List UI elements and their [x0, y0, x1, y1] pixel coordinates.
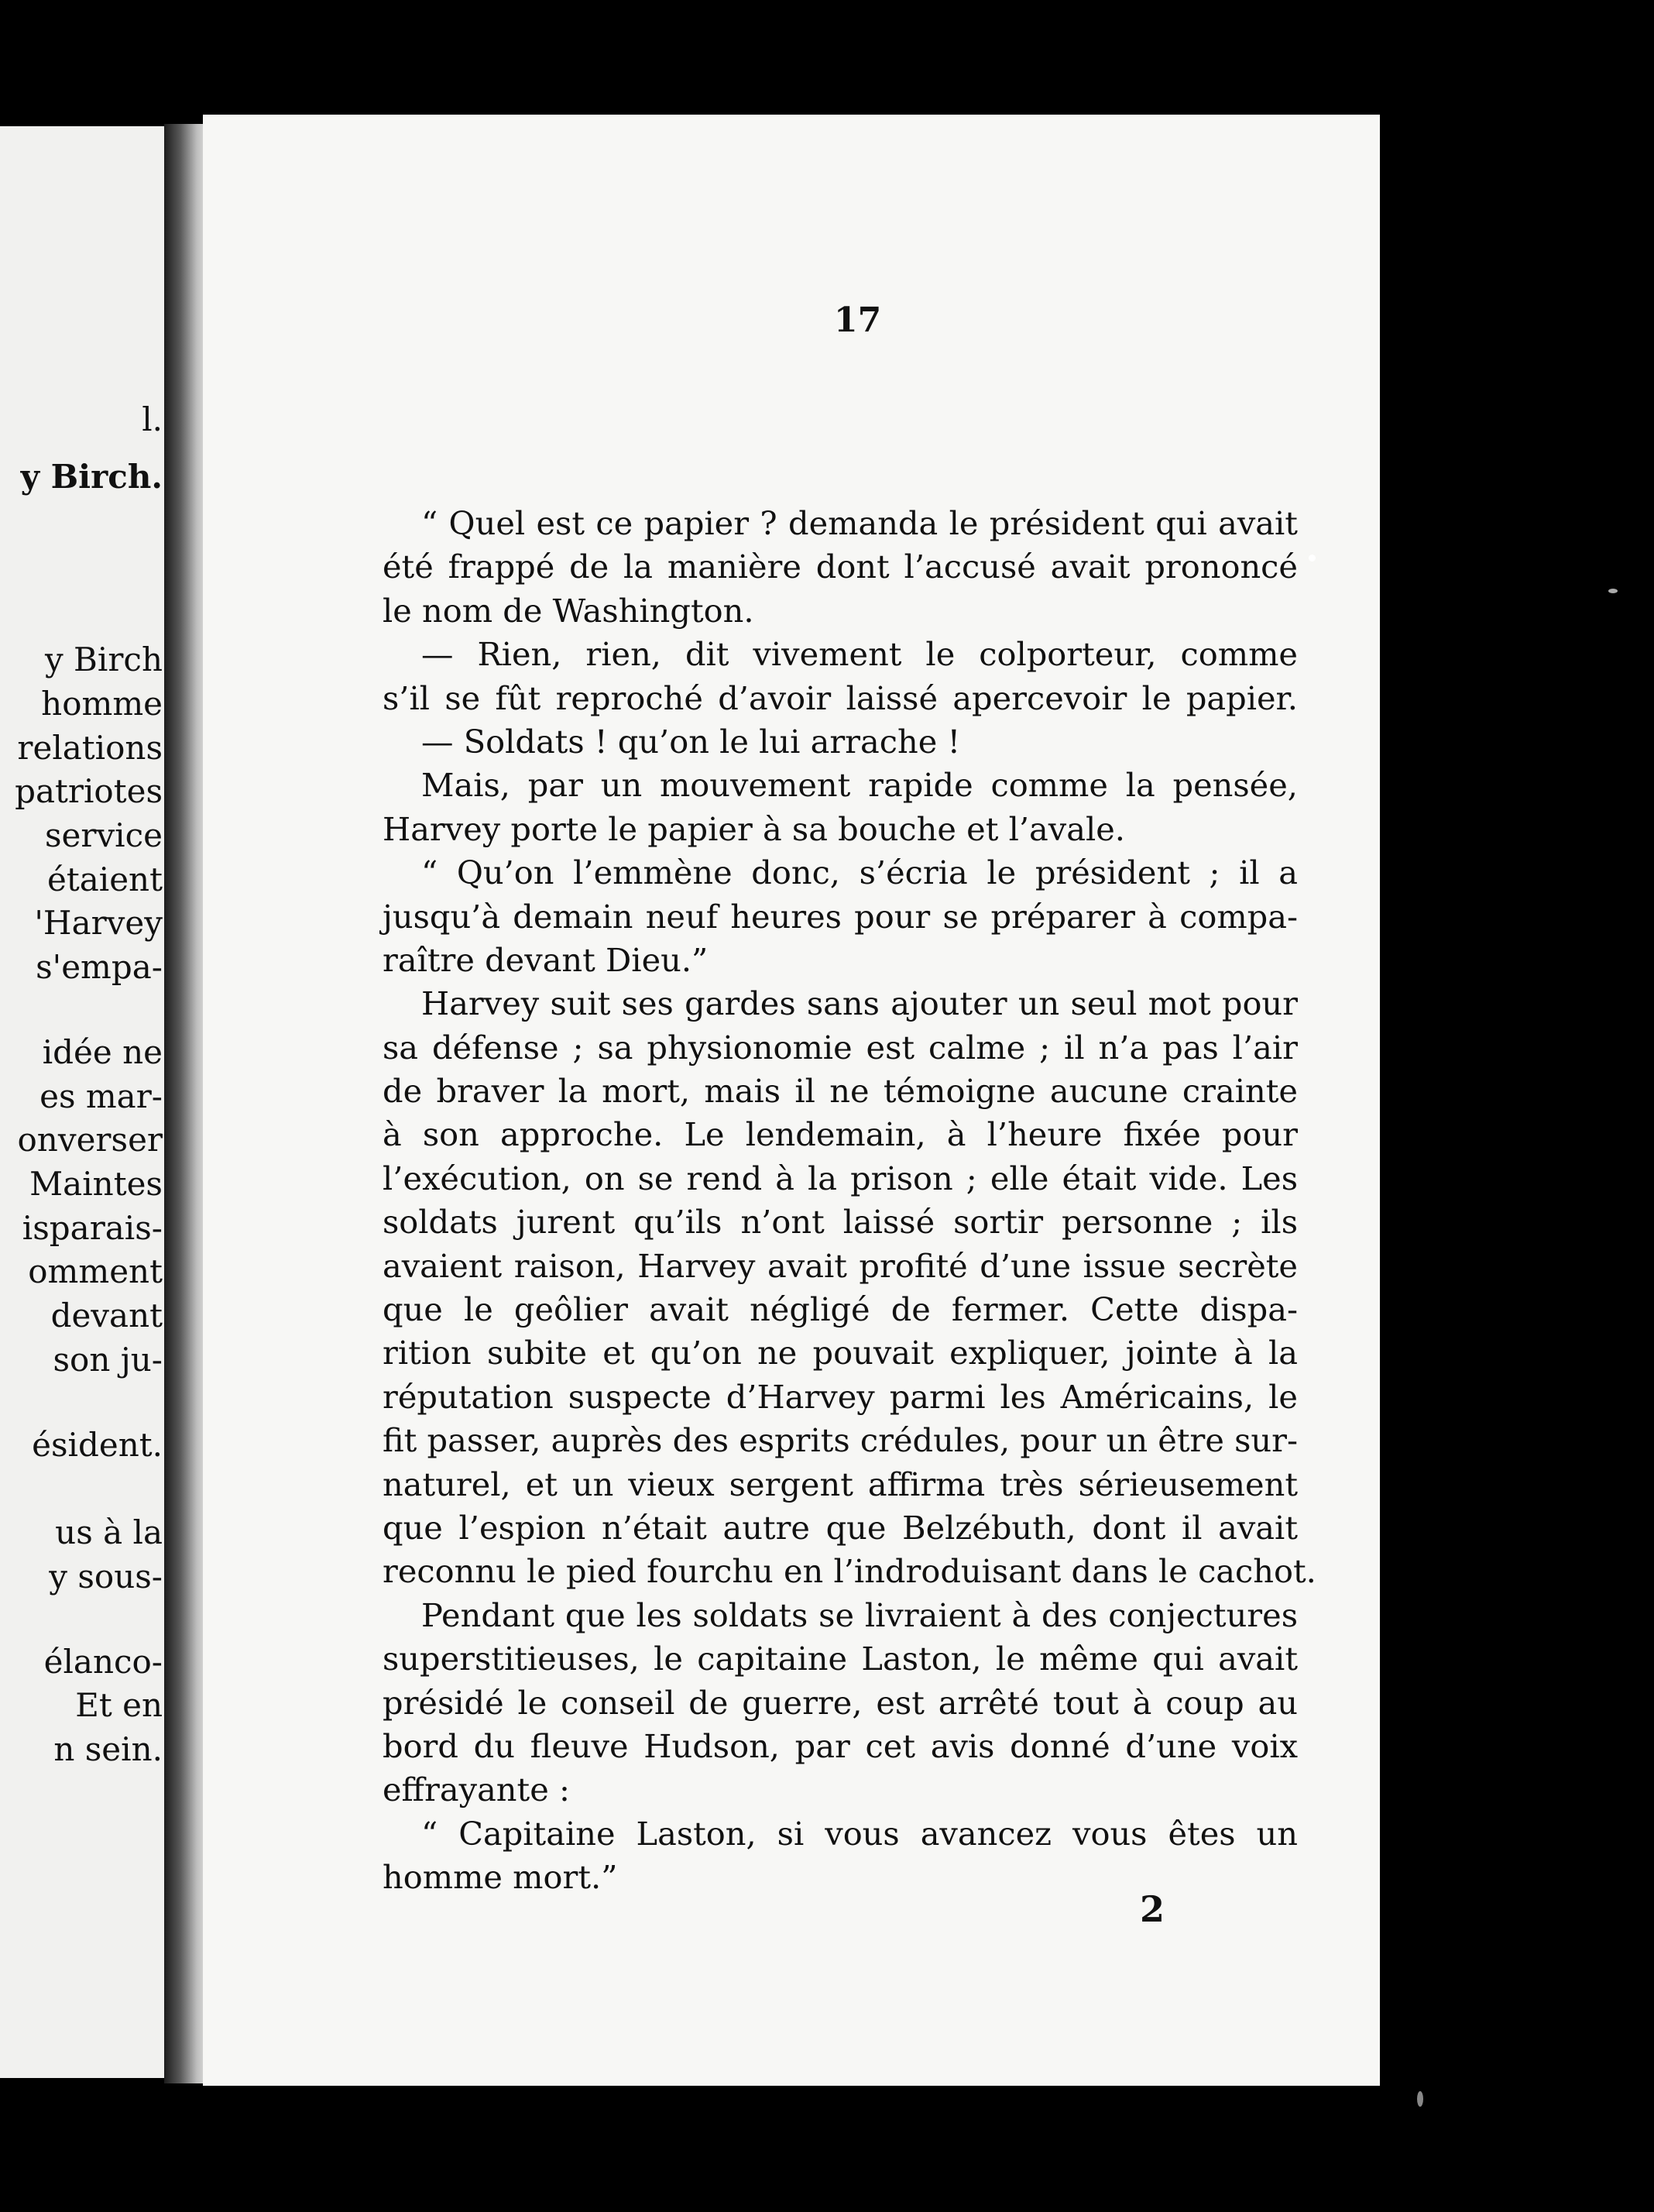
left-fragment: 'Harvey — [34, 904, 163, 942]
left-fragment: homme — [41, 685, 163, 723]
text-line: de braver la mort, mais il ne témoigne aucune crainte — [383, 1072, 1298, 1111]
text-line: superstitieuses, le capitaine Laston, le même qui avait — [383, 1640, 1298, 1678]
signature-mark: 2 — [1140, 1888, 1165, 1930]
left-fragment: y sous- — [49, 1558, 163, 1595]
text-line: soldats jurent qu’ils n’ont laissé sortir personne ; ils — [383, 1203, 1298, 1242]
text-line: s’il se fût reproché d’avoir laissé apercevoir le papier. — [383, 678, 1298, 717]
left-fragment: s'empa- — [36, 948, 163, 986]
left-fragment: devant — [50, 1297, 163, 1334]
text-line: effrayante : — [383, 1771, 570, 1809]
text-line: “ Qu’on l’emmène donc, s’écria le président ; il a — [421, 854, 1298, 892]
text-line: reconnu le pied fourchu en l’indroduisant dans le cachot. — [383, 1552, 1316, 1591]
text-line: rition subite et qu’on ne pouvait expliquer, jointe à la — [383, 1334, 1298, 1372]
scan-speck — [1417, 2091, 1423, 2107]
text-line: que l’espion n’était autre que Belzébuth, dont il avait — [383, 1508, 1298, 1547]
scan-speck — [1309, 555, 1316, 562]
left-fragment: l. — [142, 400, 163, 438]
text-line: homme mort.” — [383, 1858, 618, 1897]
left-fragment: ésident. — [32, 1426, 163, 1464]
text-line: fit passer, auprès des esprits crédules, pour un être sur- — [383, 1421, 1299, 1460]
text-line: — Soldats ! qu’on le lui arrache ! — [421, 722, 961, 761]
left-fragment: es mar- — [39, 1077, 163, 1115]
left-fragment: Et en — [75, 1686, 163, 1724]
text-line: sa défense ; sa physionomie est calme ; il n’a pas l’air — [383, 1028, 1298, 1066]
text-line: jusqu’à demain neuf heures pour se préparer à compa- — [383, 897, 1298, 936]
text-line: Harvey porte le papier à sa bouche et l’avale. — [383, 809, 1125, 848]
left-fragment: élanco- — [43, 1643, 163, 1681]
scan-speck — [1608, 589, 1618, 593]
left-fragment: onverser — [17, 1121, 163, 1159]
left-fragment: patriotes — [15, 772, 163, 810]
text-line: été frappé de la manière dont l’accusé avait prononcé — [383, 548, 1298, 586]
right-page — [203, 115, 1380, 2086]
text-line: à son approche. Le lendemain, à l’heure fixée pour — [383, 1115, 1298, 1154]
text-line: le nom de Washington. — [383, 591, 754, 630]
text-line: avaient raison, Harvey avait profité d’une issue secrète — [383, 1246, 1298, 1285]
left-fragment: relations — [17, 729, 163, 767]
left-page — [0, 126, 170, 2078]
text-line: “ Quel est ce papier ? demanda le président qui avait — [421, 504, 1298, 542]
text-line: “ Capitaine Laston, si vous avancez vous êtes un — [421, 1814, 1298, 1853]
body-text — [383, 502, 1316, 1900]
text-line: l’exécution, on se rend à la prison ; elle était vide. Les — [383, 1159, 1298, 1197]
page-number: 17 — [834, 301, 882, 340]
left-fragment: us à la — [55, 1513, 163, 1551]
text-line: bord du fleuve Hudson, par cet avis donné d’une voix — [383, 1726, 1298, 1765]
text-line: présidé le conseil de guerre, est arrêté tout à coup au — [383, 1683, 1298, 1722]
left-fragment: y Birch. — [20, 458, 163, 496]
text-line: que le geôlier avait négligé de fermer. Cette dispa- — [383, 1290, 1298, 1329]
text-line: — Rien, rien, dit vivement le colporteur, comme — [421, 635, 1298, 674]
text-line: Harvey suit ses gardes sans ajouter un seul mot pour — [421, 984, 1298, 1023]
text-line: raître devant Dieu.” — [383, 940, 709, 979]
left-fragment: étaient — [47, 860, 163, 898]
left-fragment: omment — [28, 1252, 163, 1290]
text-line: Mais, par un mouvement rapide comme la pensée, — [421, 766, 1298, 805]
left-fragment: service — [44, 816, 163, 854]
left-fragment: Maintes — [29, 1165, 163, 1203]
text-line: réputation suspecte d’Harvey parmi les Américains, le — [383, 1377, 1298, 1416]
left-fragment: n sein. — [53, 1730, 163, 1768]
left-fragment: y Birch — [44, 641, 163, 678]
text-line: naturel, et un vieux sergent affirma très sérieusement — [383, 1465, 1298, 1503]
left-fragment: isparais- — [22, 1209, 163, 1247]
text-line: Pendant que les soldats se livraient à des conjectures — [421, 1595, 1298, 1634]
left-fragment: son ju- — [53, 1341, 163, 1379]
left-fragment: idée ne — [42, 1033, 163, 1071]
